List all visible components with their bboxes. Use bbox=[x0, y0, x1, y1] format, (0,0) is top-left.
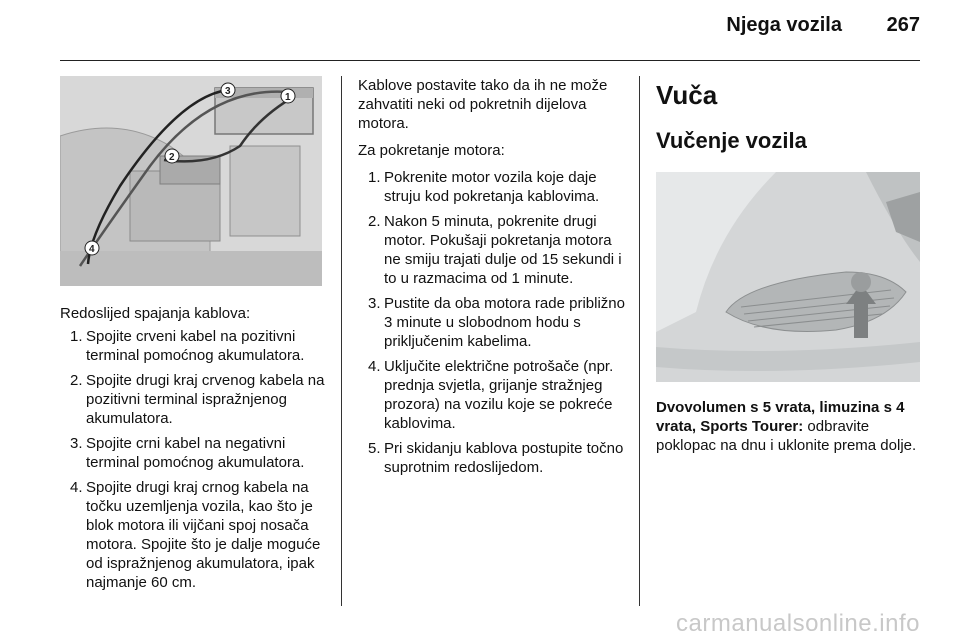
column-towing bbox=[656, 76, 922, 463]
sequence-intro: Redoslijed spajanja kablova: bbox=[60, 305, 251, 322]
page-number: 267 bbox=[886, 14, 920, 36]
start-intro: Za pokretanje motora: bbox=[358, 142, 505, 159]
towing-caption bbox=[656, 398, 922, 455]
list-item: 5. Pri skidanju kablova postupite točno suprotnim redoslijedom. bbox=[368, 440, 624, 476]
callout-1: 1 bbox=[285, 92, 291, 103]
list-item: 2. Spojite drugi kraj crvenog kabela na pozitivni terminal ispražnjenog akumulatora. bbox=[70, 372, 325, 427]
battery-jump-start-illustration bbox=[60, 76, 322, 286]
list-item: 1. Spojite crveni kabel na pozitivni terminal pomoćnog akumulatora. bbox=[70, 328, 305, 364]
section-heading: Vuča bbox=[656, 80, 718, 110]
start-steps bbox=[358, 168, 626, 477]
list-item: 3. Pustite da oba motora rade približno 3 minute u slobodnom hodu s priključenim kabelima. bbox=[368, 295, 625, 350]
towing-eye-cover-illustration bbox=[656, 172, 920, 382]
list-item: 4. Spojite drugi kraj crnog kabela na točku uzemljenja vozila, kao što je blok motora ili vijčani spoj nosača motora. Spojite što je dalje moguće od ispražnjenog akumulatora, ipak najmanje 60 cm. bbox=[70, 479, 321, 591]
callout-2: 2 bbox=[169, 152, 175, 163]
column-divider bbox=[341, 76, 342, 606]
column-divider bbox=[639, 76, 640, 606]
header-divider bbox=[60, 60, 920, 61]
page-header bbox=[0, 0, 960, 62]
callout-3: 3 bbox=[225, 86, 231, 97]
column-jump-start-sequence bbox=[60, 76, 328, 598]
list-item: 3. Spojite crni kabel na negativni terminal pomoćnog akumulatora. bbox=[70, 435, 305, 471]
subsection-heading: Vučenje vozila bbox=[656, 128, 807, 153]
column-starting-engine bbox=[358, 76, 626, 483]
callout-4: 4 bbox=[89, 244, 95, 255]
cable-placement-note: Kablove postavite tako da ih ne može zahvatiti neki od pokretnih dijelova motora. bbox=[358, 77, 608, 132]
model-variants: Dvovolumen s 5 vrata, limuzina s 4 vrata, Sports Tourer: bbox=[656, 399, 905, 435]
site-watermark: carmanualsonline.info bbox=[676, 610, 920, 637]
section-title: Njega vozila bbox=[726, 14, 842, 36]
caption-text: odbravite poklopac na dnu i uklonite prema dolje. bbox=[656, 418, 917, 454]
list-item: 2. Nakon 5 minuta, pokrenite drugi motor. Pokušaji pokretanja motora ne smiju trajati dulje od 15 sekundi i to u razmacima od 1 minute. bbox=[368, 213, 622, 287]
bumper-drawing bbox=[656, 172, 920, 382]
list-item: 4. Uključite električne potrošače (npr. prednja svjetla, grijanje stražnjeg prozora) na vozilu koje se pokreće kablovima. bbox=[368, 358, 614, 432]
engine-bay-drawing bbox=[60, 76, 322, 286]
list-item: 1. Pokrenite motor vozila koje daje struju kod pokretanja kablovima. bbox=[368, 169, 600, 205]
connection-steps bbox=[60, 327, 328, 592]
